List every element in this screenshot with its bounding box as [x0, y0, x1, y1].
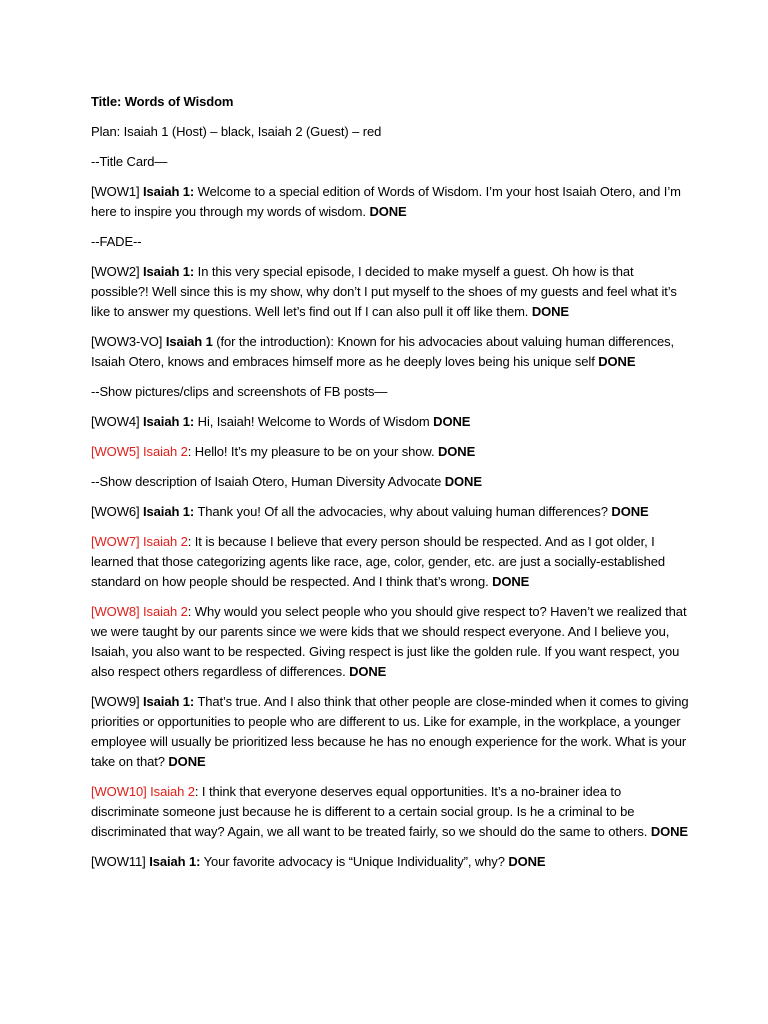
script-line-wow2: [91, 262, 691, 322]
speaker-guest: Isaiah 2: [146, 784, 195, 799]
title-label: Title:: [91, 94, 122, 109]
line-tag: [WOW6]: [91, 504, 140, 519]
fade-direction: --FADE--: [91, 234, 142, 249]
speaker-host: Isaiah 1:: [143, 414, 195, 429]
line-tag: [WOW4]: [91, 414, 140, 429]
line-text: : Hello! It’s my pleasure to be on your show.: [187, 444, 438, 459]
done-marker: DONE: [650, 824, 688, 839]
speaker-guest: Isaiah 2: [139, 444, 188, 459]
line-text: In this very special episode, I decided to make myself a guest. Oh how is that possible?! Well since this is my show, why don’t I put myself to the shoes of my guests and feel what it’s like to answer my questions. Well let’s find out If I can also pull it off like them.: [91, 264, 677, 319]
line-text: That’s true. And I also think that other people are close-minded when it comes to giving priorities or opportunities to people who are different to us. Like for example, in the workplace, a younger employee will usually be prioritized less because he has no enough experience for the work. What is your take on that?: [91, 694, 689, 769]
script-line-wow11: [91, 852, 691, 872]
line-tag: [WOW11]: [91, 854, 146, 869]
script-line-wow8: [91, 602, 691, 682]
line-tag: [WOW1]: [91, 184, 140, 199]
title-card-direction: --Title Card—: [91, 154, 168, 169]
done-marker: DONE: [508, 854, 546, 869]
line-tag: [WOW7]: [91, 534, 140, 549]
script-body: [91, 92, 691, 882]
line-tag: [WOW2]: [91, 264, 140, 279]
plan-value: Isaiah 1 (Host) – black, Isaiah 2 (Guest) – red: [123, 124, 382, 139]
speaker-host: Isaiah 1:: [143, 694, 195, 709]
line-text: Thank you! Of all the advocacies, why about valuing human differences?: [194, 504, 612, 519]
script-line-wow9: [91, 692, 691, 772]
line-tag: [WOW3-VO]: [91, 334, 163, 349]
title-value: Words of Wisdom: [124, 94, 234, 109]
plan-label: Plan:: [91, 124, 121, 139]
done-marker: DONE: [598, 354, 636, 369]
done-marker: DONE: [438, 444, 476, 459]
line-text: --Show description of Isaiah Otero, Human Diversity Advocate: [91, 474, 445, 489]
show-description-direction: [91, 472, 691, 492]
script-line-wow3: [91, 332, 691, 372]
title-line: [91, 92, 691, 112]
plan-line: [91, 122, 691, 142]
line-text: Hi, Isaiah! Welcome to Words of Wisdom: [194, 414, 434, 429]
done-marker: DONE: [433, 414, 471, 429]
speaker-host: Isaiah 1:: [143, 504, 195, 519]
line-text: (for the introduction): Known for his advocacies about valuing human differences, Isaiah Otero, knows and embraces himself more as he deeply loves being his unique self: [91, 334, 675, 369]
script-line-wow7: [91, 532, 691, 592]
speaker-host: Isaiah 1:: [143, 264, 195, 279]
speaker-host: Isaiah 1: [165, 334, 213, 349]
script-line-wow4: [91, 412, 691, 432]
done-marker: DONE: [492, 574, 530, 589]
script-line-wow6: [91, 502, 691, 522]
speaker-guest: Isaiah 2: [139, 534, 188, 549]
script-line-wow5: [91, 442, 691, 462]
line-text: Welcome to a special edition of Words of Wisdom. I’m your host Isaiah Otero, and I’m here to inspire you through my words of wisdom.: [91, 184, 681, 219]
speaker-host: Isaiah 1:: [149, 854, 201, 869]
line-text: : I think that everyone deserves equal opportunities. It’s a no-brainer idea to discriminate someone just because he is different to a certain social group. Is he a criminal to be discriminated that way? Again, we all want to be treated fairly, so we should do the same to others.: [91, 784, 651, 839]
done-marker: DONE: [444, 474, 482, 489]
line-text: : It is because I believe that every person should be respected. And as I got older, I learned that those categorizing agents like race, age, color, gender, etc. are just a socially-established standard on how people should be respected. And I think that’s wrong.: [91, 534, 666, 589]
speaker-guest: Isaiah 2: [139, 604, 188, 619]
script-line-wow1: [91, 182, 691, 222]
done-marker: DONE: [168, 754, 206, 769]
speaker-host: Isaiah 1:: [143, 184, 195, 199]
line-text: : Why would you select people who you should give respect to? Haven’t we realized that we were taught by our parents since we were kids that we should respect everyone. And I believe you, Isaiah, you also want to be respected. Giving respect is just like the golden rule. If you want respect, you also respect others regardless of differences.: [91, 604, 687, 679]
line-tag: [WOW8]: [91, 604, 140, 619]
done-marker: DONE: [349, 664, 387, 679]
line-tag: [WOW9]: [91, 694, 140, 709]
script-line-wow10: [91, 782, 691, 842]
done-marker: DONE: [611, 504, 649, 519]
show-pictures-direction: --Show pictures/clips and screenshots of FB posts—: [91, 384, 388, 399]
line-text: Your favorite advocacy is “Unique Individuality”, why?: [200, 854, 509, 869]
done-marker: DONE: [531, 304, 570, 319]
done-marker: DONE: [369, 204, 407, 219]
line-tag: [WOW10]: [91, 784, 147, 799]
line-tag: [WOW5]: [91, 444, 140, 459]
